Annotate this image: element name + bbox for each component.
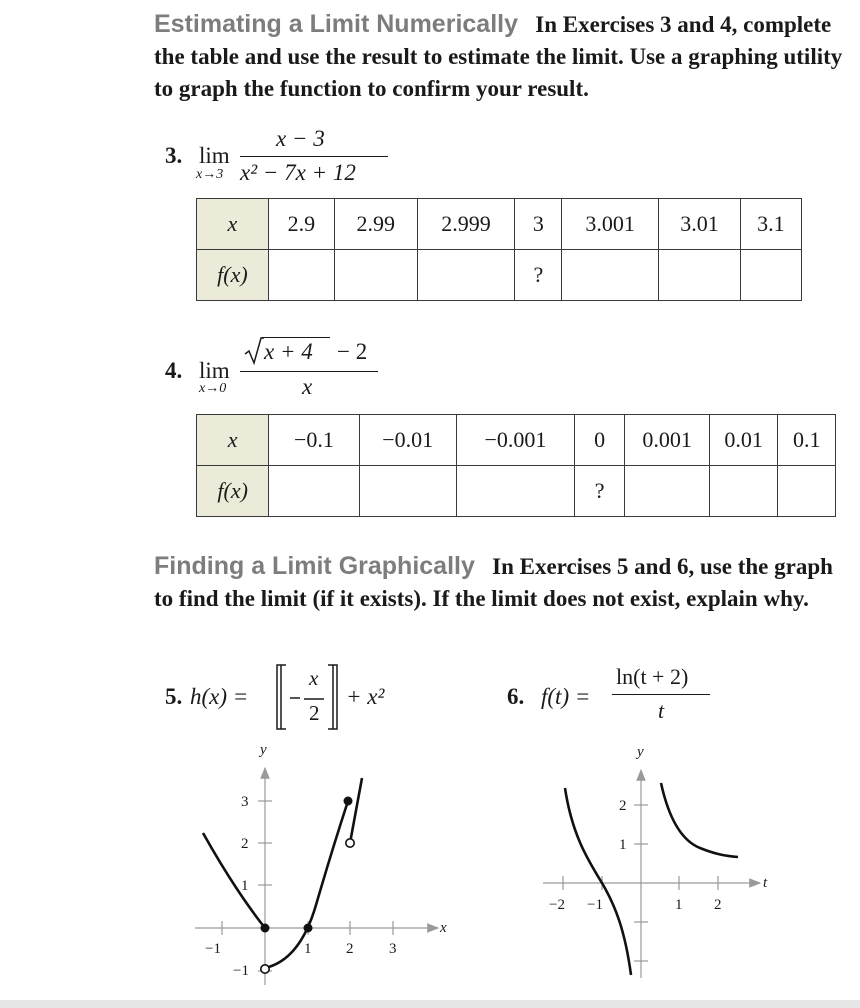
table-cell bbox=[740, 250, 801, 301]
bottom-scroll-bar bbox=[0, 1000, 860, 1008]
table-cell: 0.01 bbox=[709, 415, 778, 466]
curve-left-branch bbox=[203, 833, 265, 928]
table-cell: ? bbox=[574, 466, 624, 517]
table-cell: −0.1 bbox=[269, 415, 359, 466]
table-row bbox=[197, 415, 836, 466]
bracket-denominator: 2 bbox=[309, 701, 320, 725]
section-title: Finding a Limit Graphically bbox=[154, 552, 475, 580]
table-cell: 0.1 bbox=[778, 415, 836, 466]
table-cell: 0 bbox=[574, 415, 624, 466]
fraction-bar bbox=[240, 371, 378, 372]
tick-label: 2 bbox=[619, 798, 627, 814]
exercise-number: 5. bbox=[165, 684, 183, 709]
fraction-bar bbox=[240, 156, 388, 157]
radicand: x + 4 bbox=[264, 339, 313, 364]
section-estimating-numerically bbox=[154, 8, 844, 105]
tick-label: 3 bbox=[241, 794, 249, 810]
closed-point bbox=[261, 924, 270, 933]
open-point bbox=[261, 965, 269, 973]
table-cell bbox=[456, 466, 574, 517]
fraction-denominator: t bbox=[658, 698, 665, 723]
section-title: Estimating a Limit Numerically bbox=[154, 10, 518, 38]
table-row bbox=[197, 250, 802, 301]
table-cell: 2.99 bbox=[334, 199, 417, 250]
exercise-number: 4. bbox=[165, 358, 183, 383]
table-cell: 3.001 bbox=[562, 199, 659, 250]
table-cell bbox=[778, 466, 836, 517]
tick-label: 1 bbox=[241, 878, 249, 894]
table-cell: 3 bbox=[515, 199, 562, 250]
tick-label: 1 bbox=[619, 837, 627, 853]
axis-label-y: y bbox=[637, 744, 644, 760]
fraction-bar bbox=[612, 694, 710, 695]
table-cell bbox=[334, 250, 417, 301]
curve-right-branch bbox=[350, 778, 362, 843]
table-cell bbox=[659, 250, 741, 301]
row-label-x: x bbox=[197, 199, 269, 250]
section-instructions: In Exercises 5 and 6, use the graph to find the limit (if it exists). If the limit does not exist, explain why. bbox=[154, 554, 833, 611]
open-point bbox=[346, 839, 354, 847]
section-finding-graphically bbox=[154, 550, 844, 615]
axis-label-x: x bbox=[440, 920, 447, 936]
fraction-numerator: x − 3 bbox=[276, 126, 325, 151]
tick-label: −1 bbox=[205, 941, 221, 957]
tick-label: 2 bbox=[346, 941, 354, 957]
graph-ex6 bbox=[530, 740, 780, 990]
numerator-tail: − 2 bbox=[337, 339, 368, 364]
table-cell: 2.9 bbox=[268, 199, 334, 250]
table-cell: 2.999 bbox=[417, 199, 515, 250]
fraction-denominator: x bbox=[302, 374, 313, 399]
table-cell bbox=[562, 250, 659, 301]
table-cell: 3.1 bbox=[740, 199, 801, 250]
axis-label-y: y bbox=[260, 742, 267, 758]
tick-label: −2 bbox=[549, 897, 565, 913]
row-label-fx: f(x) bbox=[197, 250, 269, 301]
table-cell bbox=[268, 250, 334, 301]
tick-label: 1 bbox=[304, 941, 312, 957]
tick-label: 2 bbox=[714, 897, 722, 913]
table-cell: −0.001 bbox=[456, 415, 574, 466]
row-label-fx: f(x) bbox=[197, 466, 269, 517]
fraction-numerator: ln(t + 2) bbox=[616, 664, 689, 689]
lim-subscript: x→3 bbox=[196, 167, 224, 182]
table-cell bbox=[359, 466, 456, 517]
lim-text: lim bbox=[199, 358, 230, 383]
function-lhs: f(t) = bbox=[541, 684, 591, 709]
radical-icon bbox=[244, 336, 264, 366]
section-instructions: In Exercises 3 and 4, complete the table and use the result to estimate the limit. Use a graphing utility to graph the function to confirm your result. bbox=[154, 12, 843, 101]
table-cell: ? bbox=[515, 250, 562, 301]
tick-label: −1 bbox=[587, 897, 603, 913]
table-row bbox=[197, 466, 836, 517]
exercise-number: 6. bbox=[507, 684, 525, 709]
exercise-number: 3. bbox=[165, 143, 183, 168]
lim-text: lim bbox=[199, 143, 230, 168]
table-cell bbox=[709, 466, 778, 517]
table-cell: 3.01 bbox=[659, 199, 741, 250]
closed-point bbox=[304, 924, 313, 933]
function-tail: + x² bbox=[346, 684, 385, 709]
values-table-ex4 bbox=[196, 414, 836, 517]
tick-label: −1 bbox=[233, 963, 249, 979]
table-cell bbox=[417, 250, 515, 301]
values-table-ex3 bbox=[196, 198, 802, 301]
row-label-x: x bbox=[197, 415, 269, 466]
lim-subscript: x→0 bbox=[199, 381, 227, 396]
graph-ex5 bbox=[190, 740, 450, 990]
axis-label-t: t bbox=[763, 875, 768, 891]
fraction-denominator: x² − 7x + 12 bbox=[240, 160, 356, 185]
table-cell bbox=[269, 466, 359, 517]
curve-left-branch bbox=[565, 788, 631, 975]
tick-label: 3 bbox=[389, 941, 397, 957]
table-cell: −0.01 bbox=[359, 415, 456, 466]
table-cell bbox=[625, 466, 709, 517]
tick-label: 1 bbox=[675, 897, 683, 913]
tick-label: 2 bbox=[241, 836, 249, 852]
table-row bbox=[197, 199, 802, 250]
function-lhs: h(x) = bbox=[190, 684, 249, 709]
closed-point bbox=[344, 797, 353, 806]
greatest-integer-brackets-icon bbox=[274, 662, 340, 732]
bracket-numerator: x bbox=[309, 666, 319, 690]
curve-right-branch bbox=[661, 783, 738, 857]
table-cell: 0.001 bbox=[625, 415, 709, 466]
